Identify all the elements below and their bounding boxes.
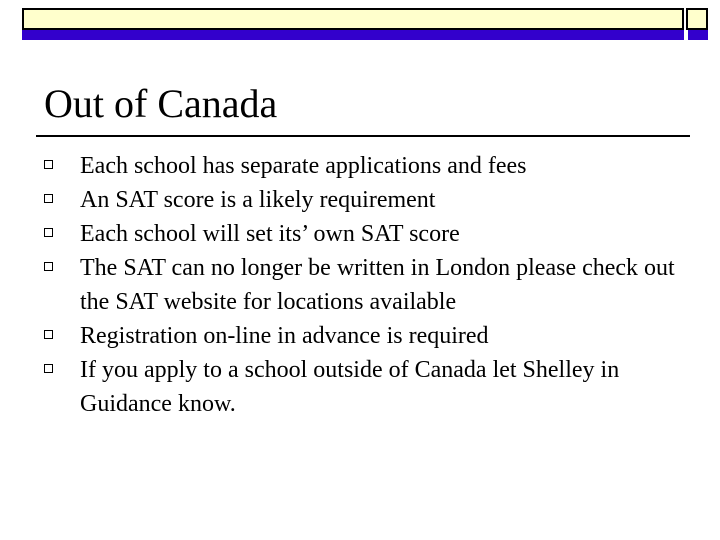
bullet-text: If you apply to a school outside of Canada let Shelley in Guidance know. (80, 357, 620, 417)
header-square-yellow (686, 8, 708, 30)
bullet-item (36, 217, 686, 251)
bullet-text: An SAT score is a likely requirement (80, 187, 436, 213)
header-square-purple (688, 30, 708, 40)
bullet-item (36, 149, 686, 183)
bullet-item (36, 319, 686, 353)
slide-title: Out of Canada (44, 81, 278, 126)
bullet-item (36, 353, 686, 421)
bullet-item (36, 183, 686, 217)
header-bar-yellow (22, 8, 684, 30)
square-bullet-icon (44, 330, 53, 339)
bullet-list (36, 149, 686, 421)
bullet-text: The SAT can no longer be written in London please check out the SAT website for locations available (80, 255, 675, 315)
square-bullet-icon (44, 228, 53, 237)
bullet-text: Registration on-line in advance is required (80, 323, 489, 349)
bullet-text: Each school has separate applications and fees (80, 153, 527, 179)
square-bullet-icon (44, 194, 53, 203)
square-bullet-icon (44, 262, 53, 271)
header-bar-purple (22, 30, 684, 40)
square-bullet-icon (44, 160, 53, 169)
title-underline (36, 135, 690, 137)
square-bullet-icon (44, 364, 53, 373)
bullet-item (36, 251, 686, 319)
bullet-text: Each school will set its’ own SAT score (80, 221, 460, 247)
